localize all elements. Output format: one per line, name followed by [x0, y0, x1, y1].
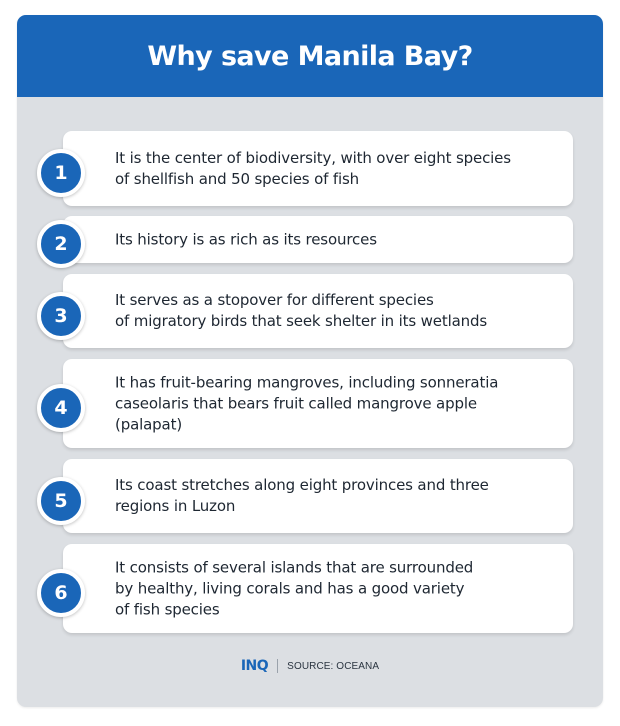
footer-divider: [277, 659, 278, 673]
page-title: Why save Manila Bay?: [147, 40, 473, 72]
source-credit: SOURCE: OCEANA: [287, 660, 380, 672]
number-badge: 6: [37, 569, 85, 617]
item-text: Its history is as rich as its resources: [115, 230, 377, 248]
list-item: [63, 359, 573, 448]
item-text: It is the center of biodiversity, with over eight species of shellfish and 50 species of fish: [115, 148, 511, 188]
number-badge: 1: [37, 149, 85, 197]
number-badge: 5: [37, 477, 85, 525]
item-text: It serves as a stopover for different species of migratory birds that seek shelter in its wetlands: [115, 291, 488, 330]
footer: [17, 655, 603, 677]
list-item: [63, 544, 573, 633]
item-text: It consists of several islands that are surrounded by healthy, living corals and has a good variety of fish species: [115, 558, 474, 618]
list-item: [63, 274, 573, 348]
list-item: [63, 216, 573, 263]
inq-logo: INQ: [240, 658, 269, 674]
number-badge: 4: [37, 384, 85, 432]
number-badge: 3: [37, 292, 85, 340]
list-item: [63, 459, 573, 533]
list-item: [63, 131, 573, 206]
item-text: Its coast stretches along eight provinces and three regions in Luzon: [115, 476, 489, 515]
number-badge: 2: [37, 220, 85, 268]
header-banner: [17, 15, 603, 97]
infographic-card: [17, 15, 603, 707]
item-text: It has fruit-bearing mangroves, including sonneratia caseolaris that bears fruit called mangrove apple (palapat): [115, 373, 499, 433]
